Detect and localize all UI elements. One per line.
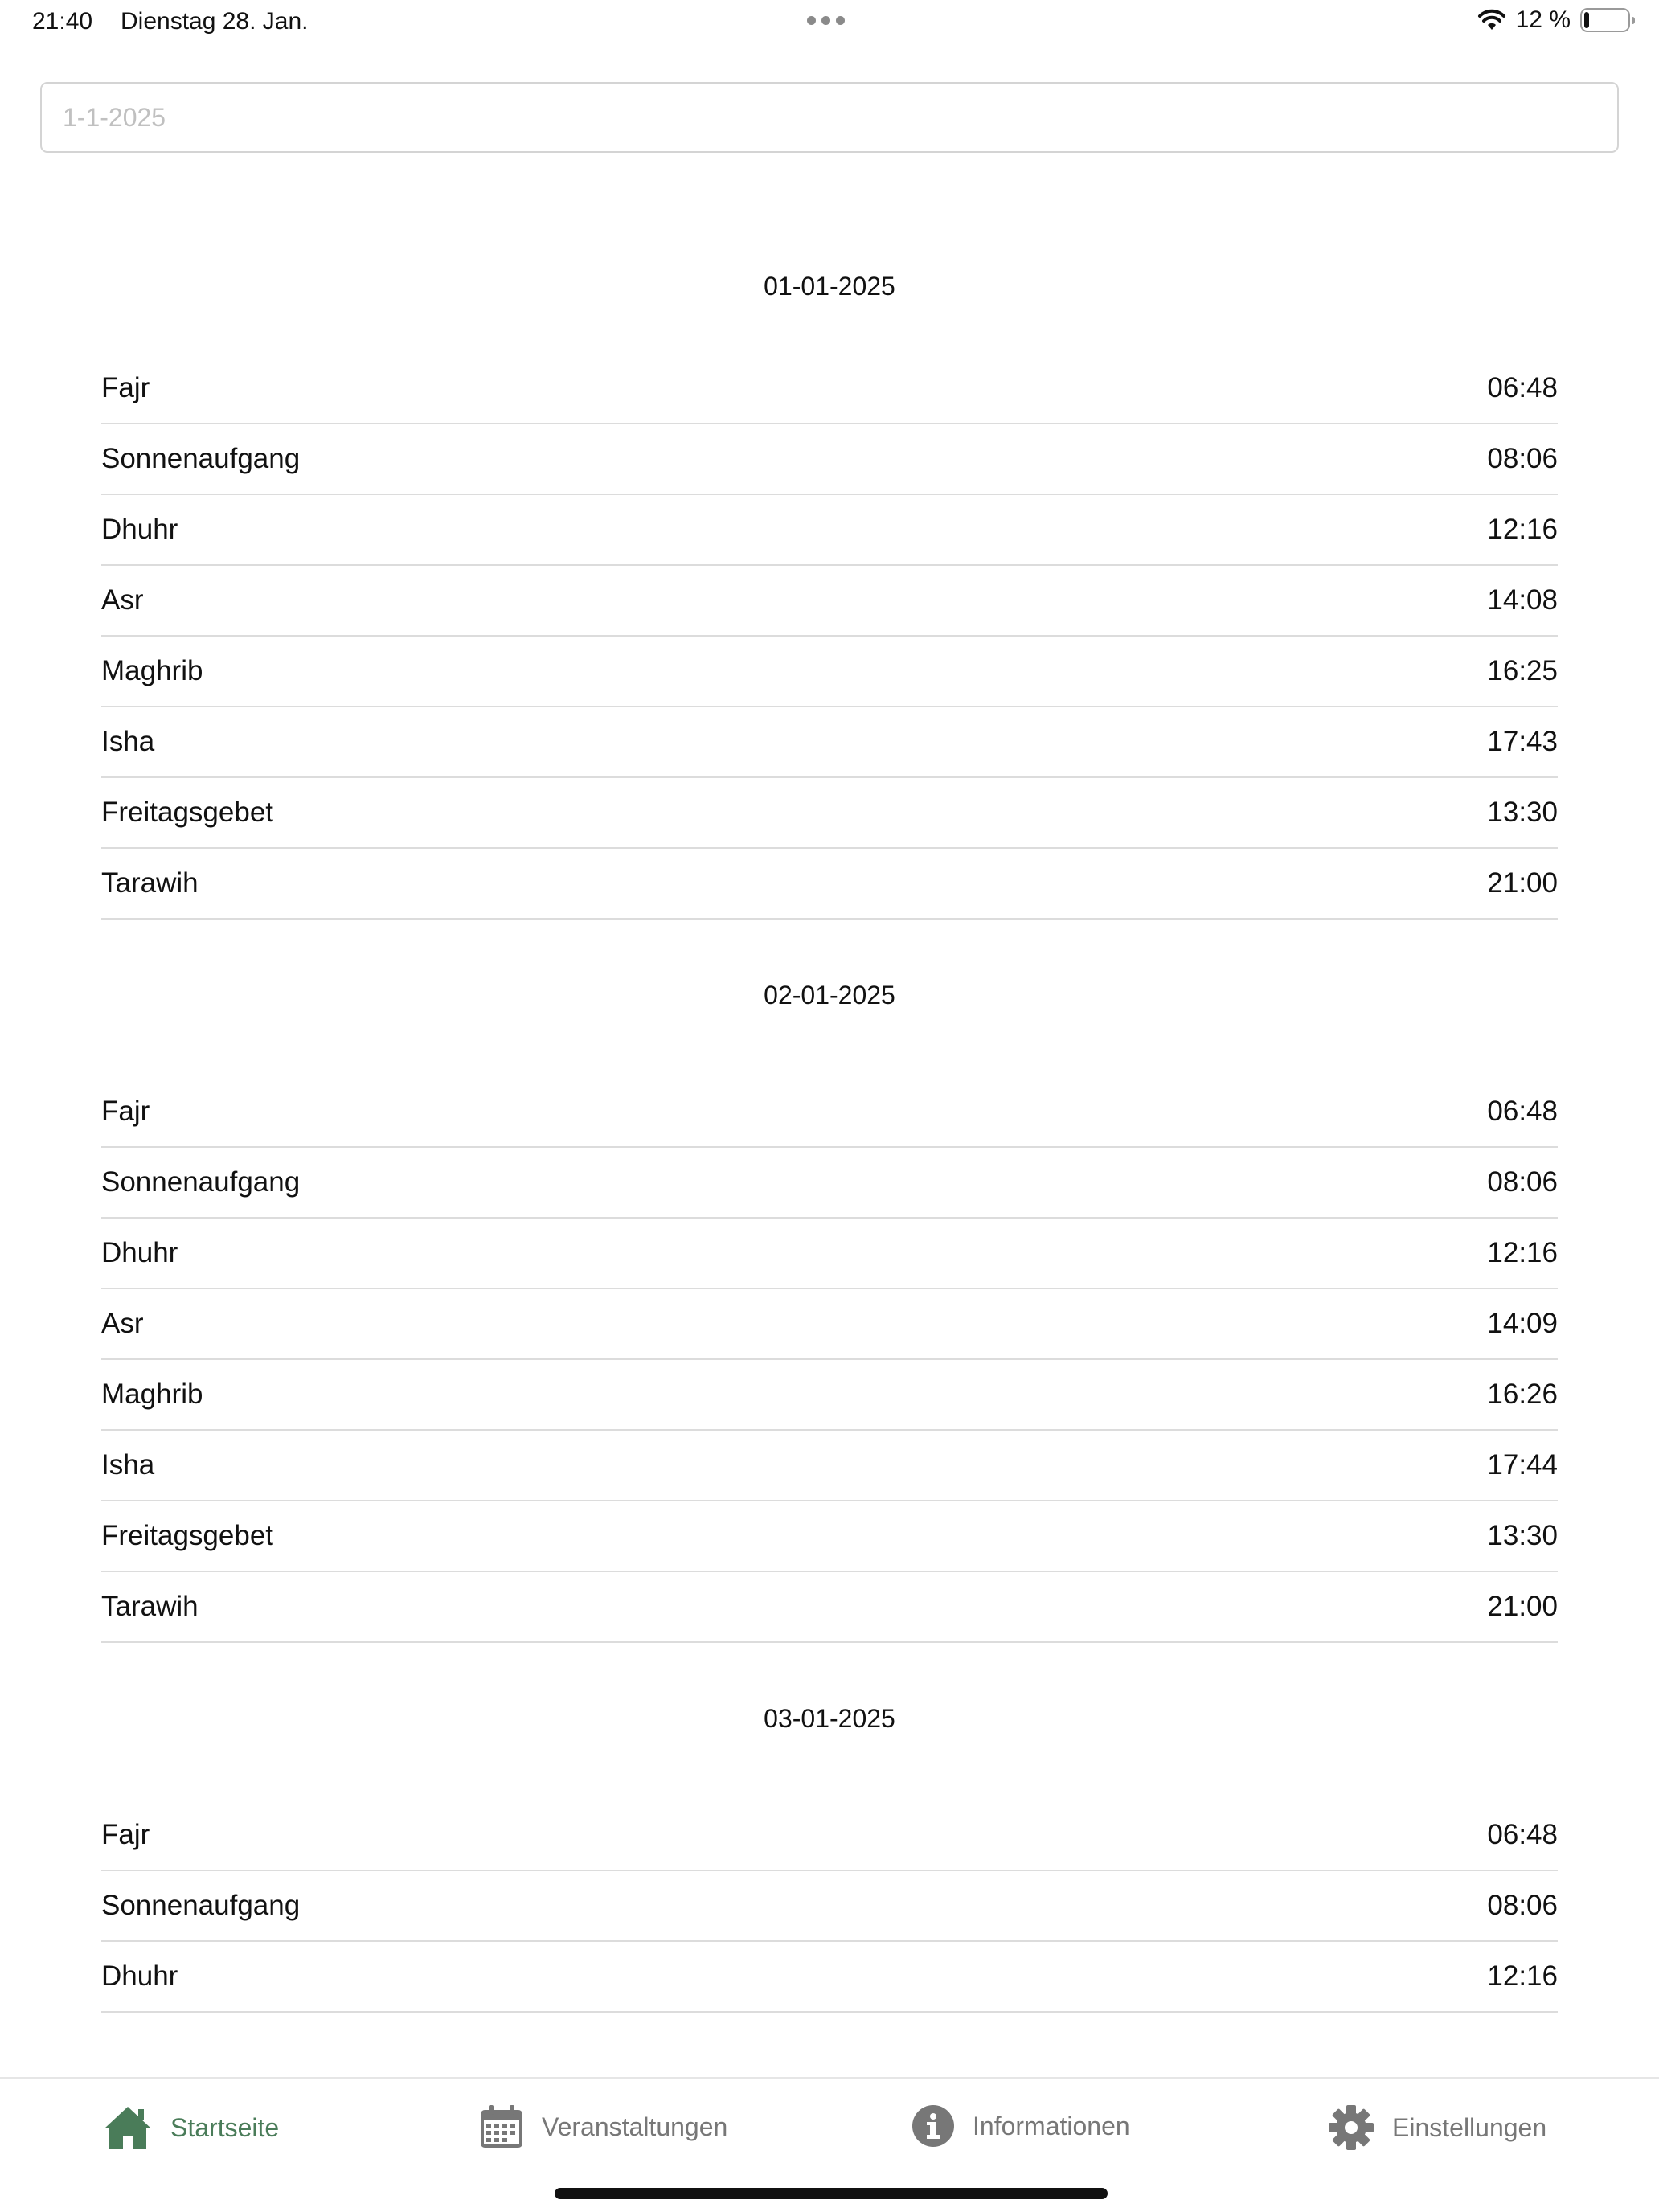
prayer-time: 06:48: [1487, 1096, 1558, 1127]
day-header: 02-01-2025: [764, 981, 895, 1010]
prayer-name: Sonnenaufgang: [101, 1890, 301, 1921]
prayer-time: 14:08: [1487, 584, 1558, 616]
prayer-time: 16:26: [1487, 1378, 1558, 1410]
battery-percentage: 12 %: [1515, 6, 1571, 33]
prayer-row: [101, 1431, 1558, 1501]
prayer-table: [101, 1800, 1558, 2013]
prayer-time: 21:00: [1487, 867, 1558, 899]
battery-icon: [1580, 8, 1630, 32]
battery-level: [1584, 12, 1589, 28]
wifi-icon: [1477, 9, 1506, 31]
prayer-row: [101, 707, 1558, 778]
prayer-row: [101, 778, 1558, 849]
prayer-row: [101, 1360, 1558, 1431]
prayer-time: 13:30: [1487, 797, 1558, 828]
prayer-row: [101, 1800, 1558, 1871]
prayer-table: [101, 354, 1558, 920]
prayer-row: [101, 1871, 1558, 1942]
prayer-row: [101, 495, 1558, 566]
prayer-name: Dhuhr: [101, 1960, 178, 1992]
prayer-name: Maghrib: [101, 1378, 203, 1410]
prayer-row: [101, 1501, 1558, 1572]
tab-startseite[interactable]: [103, 2104, 279, 2151]
calendar-icon: [479, 2104, 524, 2149]
prayer-row: [101, 566, 1558, 637]
prayer-table: [101, 1077, 1558, 1643]
status-indicators: [1477, 6, 1630, 34]
prayer-name: Sonnenaufgang: [101, 443, 301, 474]
date-input[interactable]: [40, 82, 1619, 153]
prayer-time: 06:48: [1487, 1819, 1558, 1850]
prayer-time: 08:06: [1487, 1166, 1558, 1198]
day-header: 03-01-2025: [764, 1704, 895, 1733]
prayer-name: Fajr: [101, 372, 150, 403]
prayer-row: [101, 637, 1558, 707]
prayer-name: Sonnenaufgang: [101, 1166, 301, 1198]
tab-label-startseite: Startseite: [170, 2112, 280, 2142]
prayer-time: 08:06: [1487, 443, 1558, 474]
prayer-time: 08:06: [1487, 1890, 1558, 1921]
status-time: 21:40: [32, 8, 93, 35]
prayer-time: 12:16: [1487, 1237, 1558, 1268]
tab-label-informationen: Informationen: [973, 2111, 1130, 2140]
prayer-name: Isha: [101, 1449, 155, 1481]
prayer-row: [101, 1942, 1558, 2013]
prayer-times-list[interactable]: [0, 161, 1659, 2040]
prayer-row: [101, 424, 1558, 495]
prayer-name: Asr: [101, 1308, 144, 1339]
tab-label-einstellungen: Einstellungen: [1392, 2112, 1547, 2142]
prayer-name: Fajr: [101, 1819, 150, 1850]
prayer-time: 12:16: [1487, 514, 1558, 545]
status-date: Dienstag 28. Jan.: [121, 8, 309, 35]
gear-icon: [1328, 2104, 1374, 2151]
tab-label-veranstaltungen: Veranstaltungen: [542, 2112, 728, 2141]
info-icon: [911, 2104, 955, 2148]
prayer-name: Tarawih: [101, 1591, 199, 1622]
day-header: 01-01-2025: [764, 272, 895, 301]
prayer-time: 13:30: [1487, 1520, 1558, 1551]
home-icon: [103, 2104, 153, 2151]
prayer-time: 17:43: [1487, 726, 1558, 757]
prayer-time: 12:16: [1487, 1960, 1558, 1992]
prayer-time: 16:25: [1487, 655, 1558, 686]
prayer-name: Dhuhr: [101, 1237, 178, 1268]
prayer-name: Fajr: [101, 1096, 150, 1127]
prayer-name: Dhuhr: [101, 514, 178, 545]
prayer-row: [101, 849, 1558, 920]
home-indicator[interactable]: [555, 2188, 1108, 2199]
tab-informationen[interactable]: [911, 2104, 1130, 2148]
prayer-name: Tarawih: [101, 867, 199, 899]
prayer-row: [101, 354, 1558, 424]
prayer-time: 14:09: [1487, 1308, 1558, 1339]
tab-veranstaltungen[interactable]: [479, 2104, 727, 2149]
prayer-row: [101, 1148, 1558, 1219]
status-bar: [0, 0, 1659, 45]
prayer-time: 21:00: [1487, 1591, 1558, 1622]
prayer-name: Freitagsgebet: [101, 797, 274, 828]
prayer-time: 06:48: [1487, 372, 1558, 403]
tab-einstellungen[interactable]: [1328, 2104, 1546, 2151]
prayer-row: [101, 1219, 1558, 1289]
multitasking-dots-icon[interactable]: [807, 16, 845, 25]
prayer-name: Freitagsgebet: [101, 1520, 274, 1551]
prayer-name: Asr: [101, 584, 144, 616]
prayer-name: Isha: [101, 726, 155, 757]
prayer-row: [101, 1077, 1558, 1148]
prayer-row: [101, 1572, 1558, 1643]
prayer-row: [101, 1289, 1558, 1360]
prayer-name: Maghrib: [101, 655, 203, 686]
prayer-time: 17:44: [1487, 1449, 1558, 1481]
